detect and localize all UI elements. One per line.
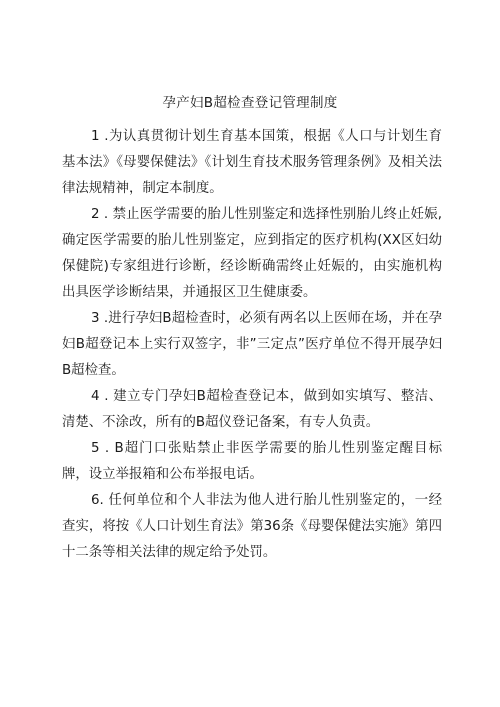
paragraph-1: 1 .为认真贯彻计划生育基本国策，根据《人口与计划生育基本法》《母婴保健法》《计划生育技术服务管理条例》及相关法律法规精神，制定本制度。: [62, 129, 442, 196]
paragraph-6: 6. 任何单位和个人非法为他人进行胎儿性别鉴定的，一经查实，将按《人口计划生育法》第36条《母婴保健法实施》第四十二条等相关法律的规定给予处罚。: [62, 493, 442, 560]
paragraph-5: 5 . B超门口张贴禁止非医学需要的胎儿性别鉴定醒目标牌，设立举报箱和公布举报电话。: [62, 441, 442, 482]
paragraph-2: 2 . 禁止医学需要的胎儿性别鉴定和选择性别胎儿终止妊娠,确定医学需要的胎儿性别鉴定，应到指定的医疗机构(XX区妇幼保健院)专家组进行诊断，经诊断确需终止妊娠的，由实施机构出具医学诊断结果，并通报区卫生健康委。: [62, 207, 442, 300]
paragraph-4: 4 . 建立专门孕妇B超检查登记本，做到如实填写、整洁、清楚、不涂改，所有的B超仪登记备案，有专人负责。: [62, 389, 442, 430]
document-title: 孕产妇B超检查登记管理制度: [162, 95, 338, 111]
paragraph-3: 3 .进行孕妇B超检查时，必须有两名以上医师在场，并在孕妇B超登记本上实行双签字，非”三定点”医疗单位不得开展孕妇B超检查。: [62, 311, 442, 378]
document-body: [62, 124, 442, 566]
